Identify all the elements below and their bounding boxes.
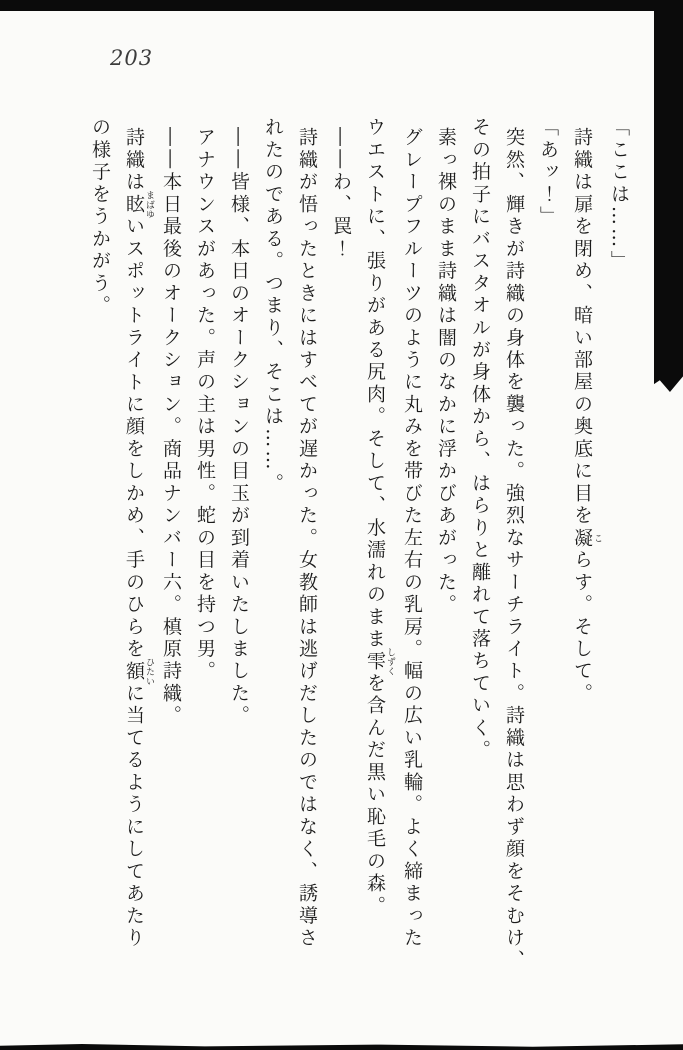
text-line: ――本日最後のオークション。商品ナンバー六。槙原詩織。 [160, 127, 182, 728]
text-line: アナウンスがあった。声の主は男性。蛇の目を持つ男。 [194, 127, 216, 684]
ruby-annotated-text: 額 ひたい [123, 657, 154, 687]
ruby-annotated-text: 雫 しずく [364, 647, 395, 676]
text-line: 詩織が悟ったときにはすべてが遅かった。女教師は逃げだしたのではなく、誘導さ [296, 127, 318, 950]
text-line: 詩織は扉を閉め、暗い部屋の奥底に目を凝 こらす。そして。 [571, 127, 602, 706]
text-line: 詩織は眩 まばゆいスポットライトに顔をしかめ、手のひらを額 ひたいに当てるようにしてあたり [123, 127, 154, 950]
page-number: 203 [110, 46, 154, 70]
text-line: 「あッ！」 [537, 117, 559, 229]
text-line: その拍子にバスタオルが身体から、はらりと離れて落ちていく。 [469, 117, 491, 762]
text-line: 突然、輝きが詩織の身体を襲った。強烈なサーチライト。詩織は思わず顔をそむけ、 [503, 127, 525, 973]
text-line: グレープフルーツのように丸みを帯びた左右の乳房。幅の広い乳輪。よく締まった [401, 127, 423, 950]
body-text [83, 117, 636, 1011]
scan-edge-bar-top [0, 0, 683, 11]
scan-edge-bar-bottom [0, 1044, 683, 1050]
ruby-annotated-text: 凝 こ [571, 527, 602, 550]
text-line: ウエストに、張りがある尻肉。そして、水濡れのまま雫 しずくを含んだ黒い恥毛の森。 [364, 117, 395, 918]
text-line: 「ここは……」 [608, 117, 630, 273]
text-line: 素っ裸のまま詩織は闇のなかに浮かびあがった。 [435, 127, 457, 617]
text-line: れたのである。つまり、そこは……。 [262, 117, 284, 495]
ruby-annotated-text: 眩 まばゆ [123, 191, 154, 220]
text-line: ――皆様、本日のオークションの目玉が到着いたしました。 [228, 127, 250, 728]
scan-edge-bar-right [654, 0, 683, 392]
text-line: ――わ、罠！ [330, 127, 352, 261]
text-line: の様子をうかがう。 [89, 117, 111, 318]
